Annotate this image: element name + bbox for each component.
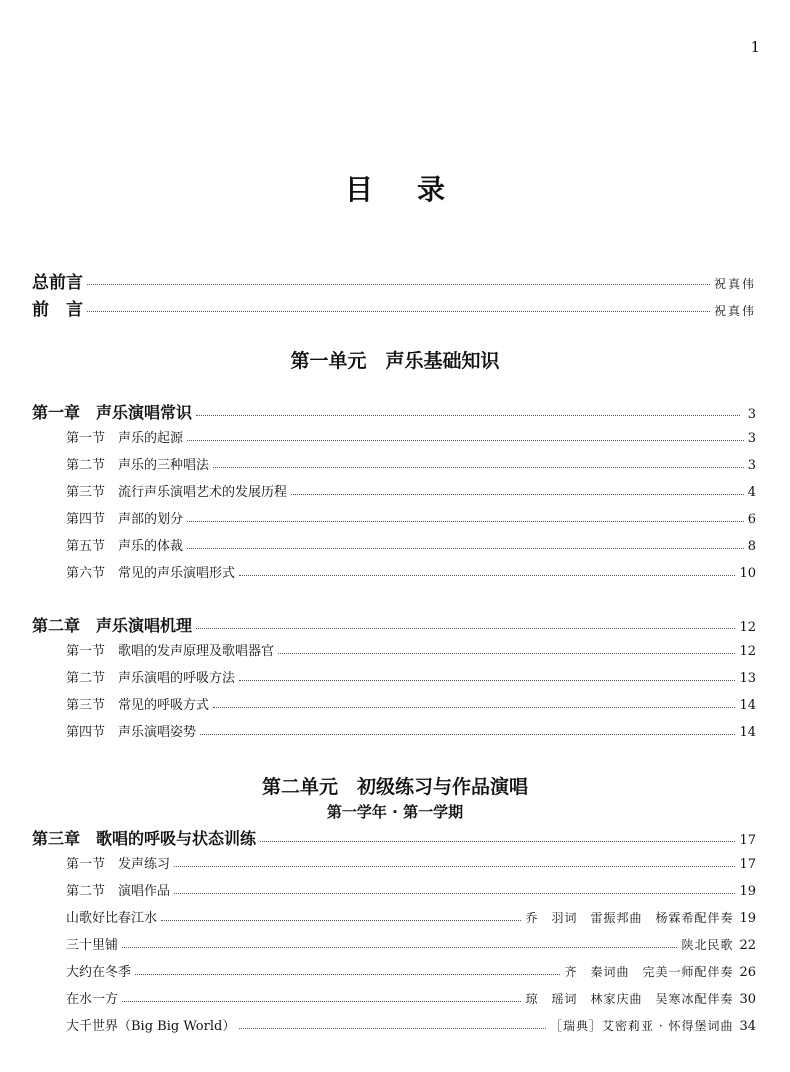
page-ref: 3 [747, 458, 756, 473]
song-credits: 陕北民歌 [681, 938, 734, 952]
entry-label: 第三章 歌唱的呼吸与状态训练 [32, 829, 257, 848]
dot-leader [196, 628, 735, 629]
entry-label: 大千世界（Big Big World） [66, 1019, 236, 1034]
dot-leader [239, 575, 735, 576]
dot-leader [87, 311, 710, 312]
toc-entry-section[interactable] [66, 535, 756, 554]
page-ref: 26 [739, 965, 756, 980]
dot-leader [213, 707, 735, 708]
unit-title: 第一单元 声乐基础知识 [290, 350, 500, 372]
song-credits: ［瑞典］艾密莉亚 · 怀得堡词曲 [550, 1019, 734, 1033]
page-ref: 14 [739, 698, 756, 713]
dot-leader [135, 974, 560, 975]
entry-label: 第四节 声乐演唱姿势 [66, 725, 197, 740]
toc-entry-general-preface[interactable] [32, 268, 756, 293]
dot-leader [291, 494, 744, 495]
entry-label: 山歌好比春江水 [66, 911, 158, 926]
entry-label: 三十里铺 [66, 938, 119, 953]
entry-label: 前 言 [32, 300, 83, 320]
toc-entry-chapter-1[interactable] [32, 400, 756, 423]
page-ref: 12 [739, 620, 756, 635]
toc-entry-song[interactable] [66, 1015, 756, 1034]
dot-leader [187, 548, 744, 549]
page-ref: 10 [739, 566, 756, 581]
entry-label: 第四节 声部的划分 [66, 512, 184, 527]
toc-entry-section[interactable] [66, 508, 756, 527]
page-ref: 4 [747, 485, 756, 500]
dot-leader [122, 947, 677, 948]
toc-entry-section[interactable] [66, 880, 756, 899]
page-ref: 19 [739, 884, 756, 899]
song-credits: 齐 秦词曲 完美一师配伴奏 [564, 965, 734, 979]
dot-leader [87, 284, 710, 285]
page-ref: 17 [739, 833, 756, 848]
entry-label: 第二章 声乐演唱机理 [32, 616, 193, 635]
entry-label: 第一节 歌唱的发声原理及歌唱器官 [66, 644, 275, 659]
entry-label: 大约在冬季 [66, 965, 132, 980]
page-ref: 6 [747, 512, 756, 527]
page-ref: 3 [747, 407, 756, 422]
entry-label: 第二节 声乐的三种唱法 [66, 458, 210, 473]
page-ref: 12 [739, 644, 756, 659]
page-ref: 13 [739, 671, 756, 686]
dot-leader [174, 866, 735, 867]
toc-entry-section[interactable] [66, 853, 756, 872]
page-ref: 3 [747, 431, 756, 446]
toc-entry-song[interactable] [66, 934, 756, 953]
toc-entry-song[interactable] [66, 907, 756, 926]
toc-entry-section[interactable] [66, 481, 756, 500]
dot-leader [239, 680, 735, 681]
entry-label: 第三节 流行声乐演唱艺术的发展历程 [66, 485, 288, 500]
entry-label: 第二节 演唱作品 [66, 884, 171, 899]
term-subtitle: 第一学年 · 第一学期 [326, 803, 464, 821]
dot-leader [122, 1001, 521, 1002]
entry-label: 第一节 发声练习 [66, 857, 171, 872]
toc-entry-preface[interactable] [32, 295, 756, 320]
dot-leader [187, 440, 744, 441]
entry-label: 第一节 声乐的起源 [66, 431, 184, 446]
toc-entry-section[interactable] [66, 694, 756, 713]
page-ref: 17 [739, 857, 756, 872]
toc-entry-section[interactable] [66, 667, 756, 686]
song-credits: 乔 羽词 雷振邦曲 杨霖希配伴奏 [525, 911, 734, 925]
entry-author: 祝真伟 [713, 304, 756, 318]
entry-label: 第二节 声乐演唱的呼吸方法 [66, 671, 236, 686]
toc-entry-song[interactable] [66, 961, 756, 980]
toc-title [0, 168, 790, 208]
toc-entry-section[interactable] [66, 562, 756, 581]
dot-leader [260, 841, 735, 842]
page-number: 1 [750, 38, 760, 56]
page-ref: 30 [739, 992, 756, 1007]
toc-entry-section[interactable] [66, 640, 756, 659]
song-credits: 琼 瑶词 林家庆曲 吴寒冰配伴奏 [525, 992, 734, 1006]
entry-label: 第一章 声乐演唱常识 [32, 403, 193, 422]
page-ref: 14 [739, 725, 756, 740]
toc-title-char: 录 [417, 173, 490, 206]
dot-leader [174, 893, 735, 894]
dot-leader [196, 415, 740, 416]
toc-entry-chapter-2[interactable] [32, 613, 756, 636]
entry-label: 第五节 声乐的体裁 [66, 539, 184, 554]
dot-leader [200, 734, 735, 735]
page-ref: 19 [739, 911, 756, 926]
entry-label: 在水一方 [66, 992, 119, 1007]
dot-leader [278, 653, 735, 654]
entry-label: 第三节 常见的呼吸方式 [66, 698, 210, 713]
toc-entry-section[interactable] [66, 427, 756, 446]
dot-leader [187, 521, 744, 522]
page-ref: 22 [739, 938, 756, 953]
toc-entry-section[interactable] [66, 721, 756, 740]
toc-entry-chapter-3[interactable] [32, 826, 756, 849]
toc-entry-section[interactable] [66, 454, 756, 473]
dot-leader [239, 1028, 546, 1029]
unit-title: 第二单元 初级练习与作品演唱 [261, 776, 528, 798]
toc-title-char: 目 [344, 173, 417, 206]
entry-label: 第六节 常见的声乐演唱形式 [66, 566, 236, 581]
entry-label: 总前言 [32, 273, 83, 293]
dot-leader [213, 467, 744, 468]
toc-entry-song[interactable] [66, 988, 756, 1007]
entry-author: 祝真伟 [713, 277, 756, 291]
dot-leader [161, 920, 521, 921]
page-ref: 8 [747, 539, 756, 554]
page-ref: 34 [739, 1019, 756, 1034]
